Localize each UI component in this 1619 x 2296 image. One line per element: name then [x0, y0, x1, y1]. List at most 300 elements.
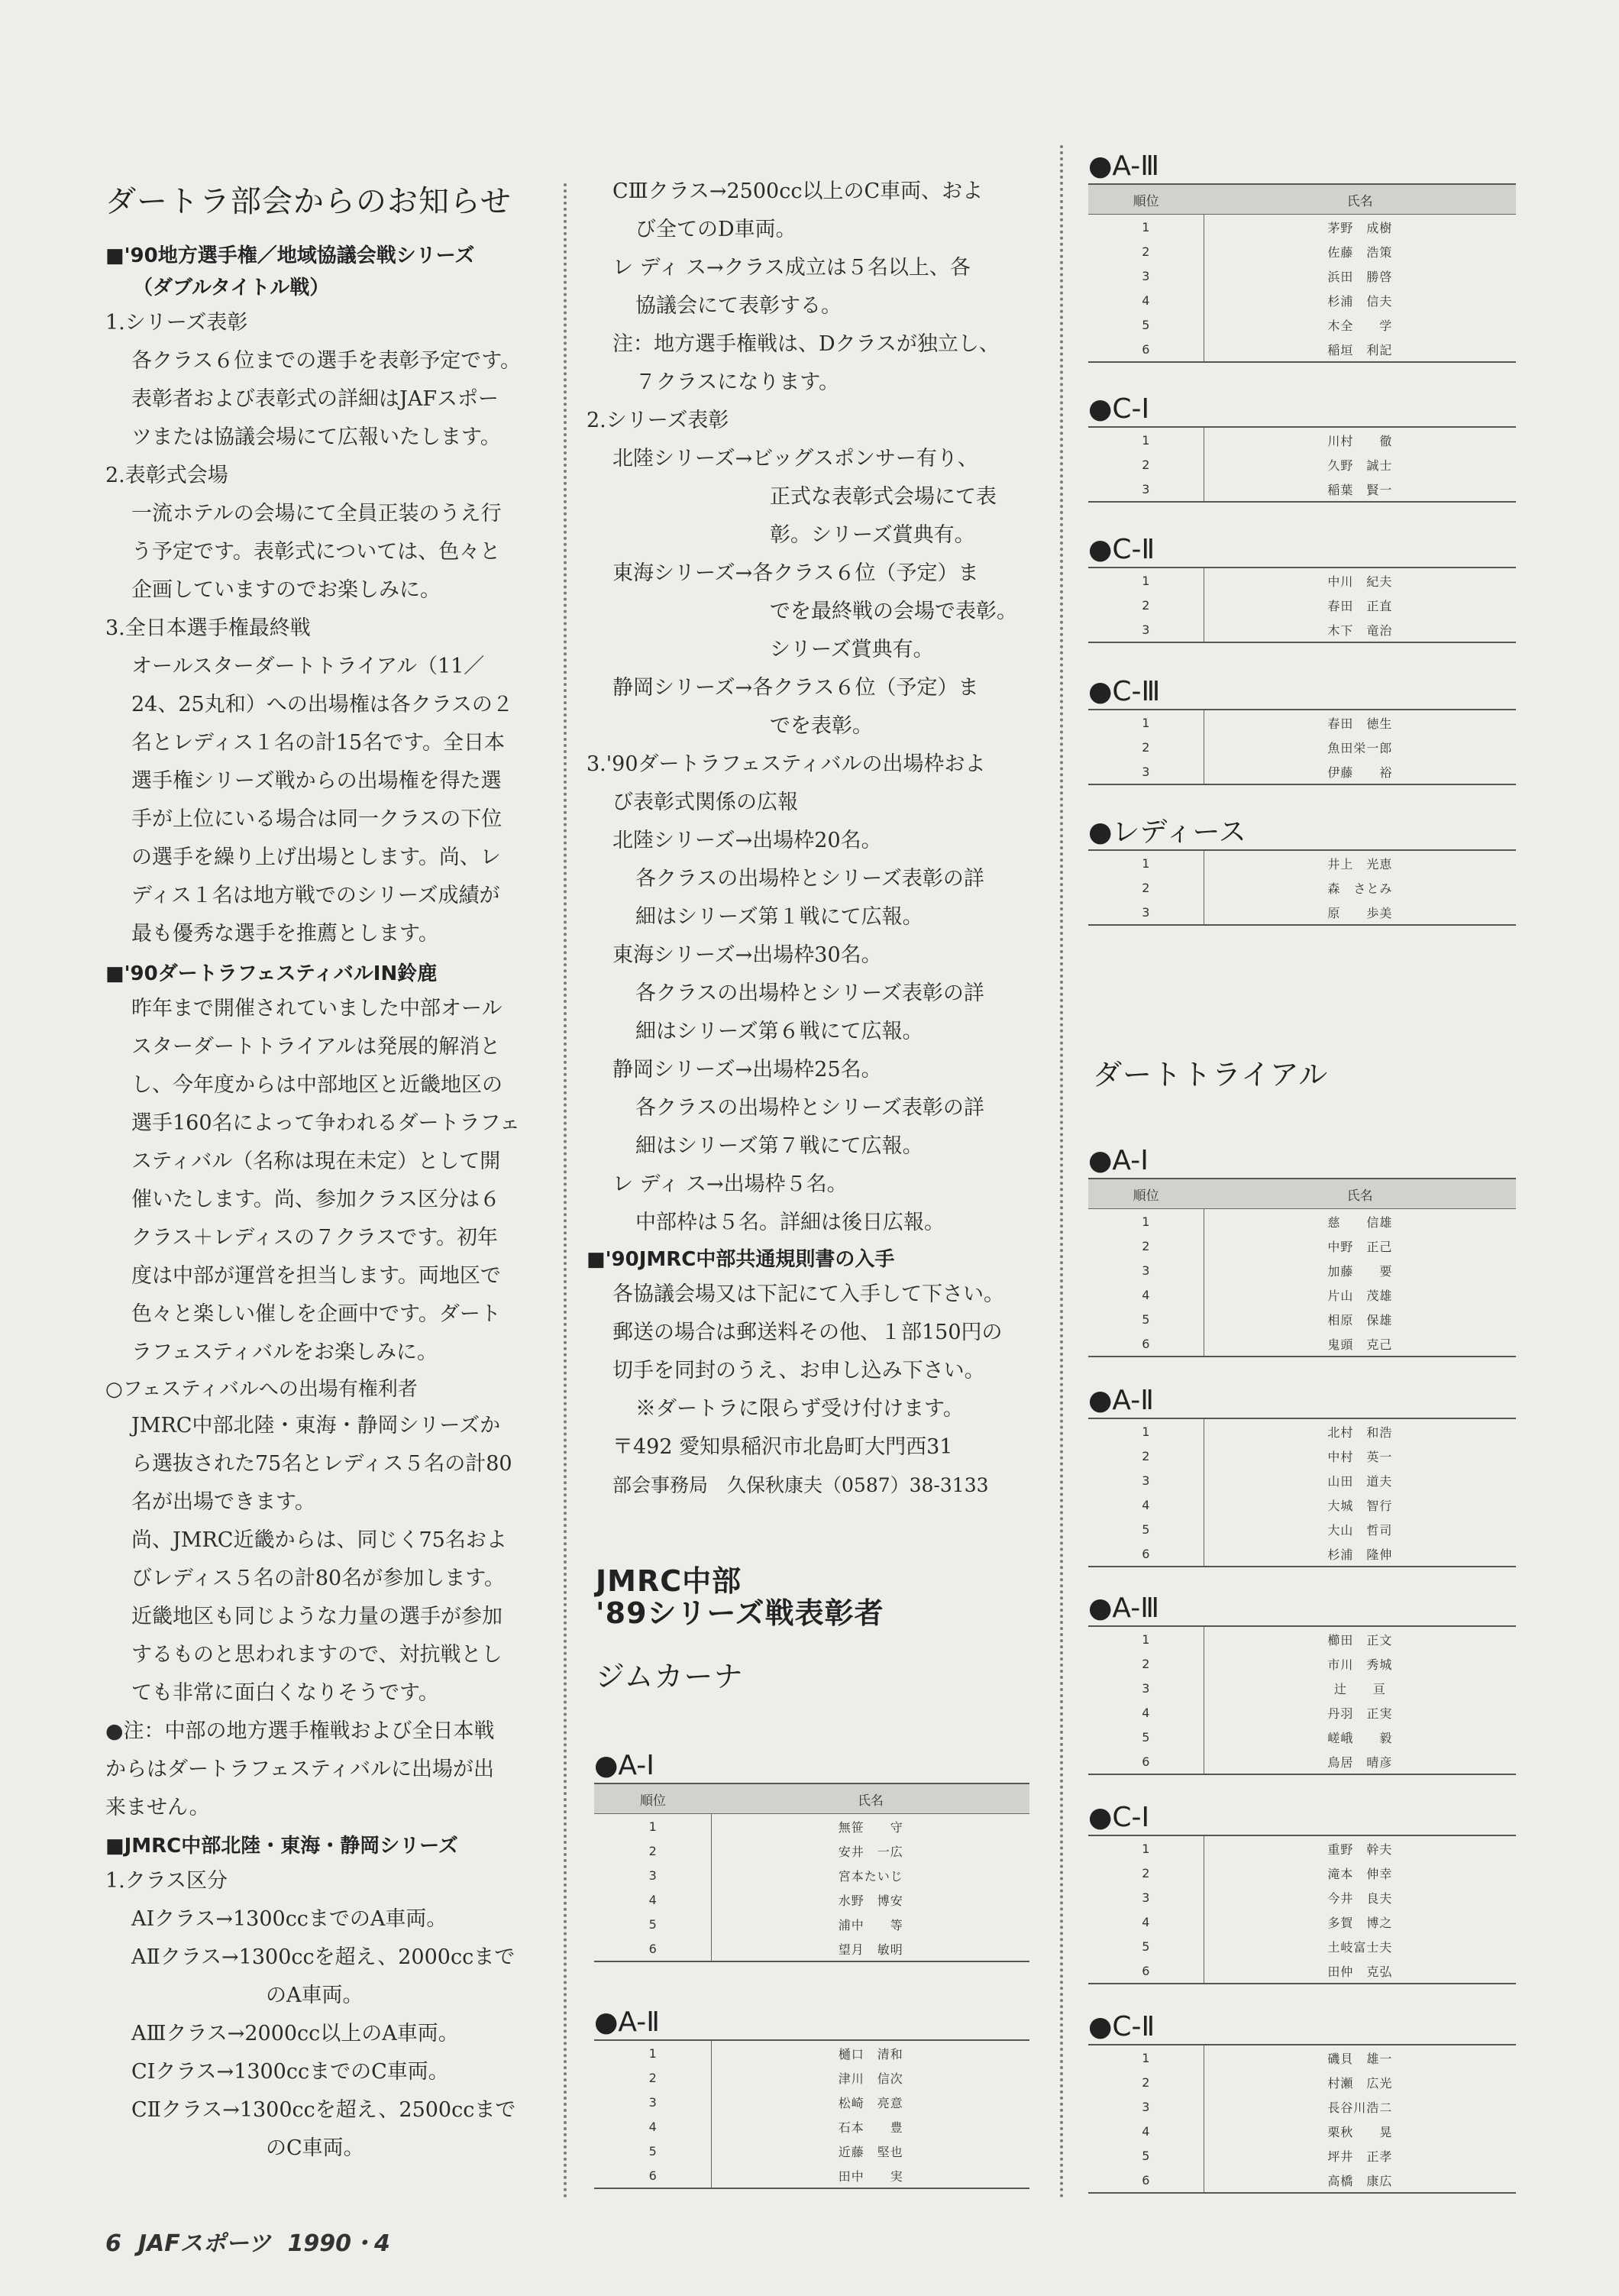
- name-cell: 滝本 伸幸: [1327, 1866, 1393, 1881]
- rank-cell: 2: [1088, 452, 1204, 477]
- class-label: ●C-Ⅰ: [1088, 1802, 1150, 1833]
- result-block-gym-c2: [1088, 533, 1516, 643]
- name-cell: 浦中 等: [838, 1917, 903, 1932]
- rank-cell: 4: [1088, 1492, 1204, 1517]
- name-cell: 中川 紀夫: [1327, 574, 1393, 589]
- table-row: [1088, 2168, 1516, 2193]
- table-row: [594, 1814, 1029, 1839]
- rank-cell: 4: [1088, 1700, 1204, 1725]
- name-cell: 片山 茂雄: [1327, 1288, 1393, 1303]
- class-label: ●A-Ⅱ: [1088, 1385, 1154, 1416]
- rank-cell: 5: [1088, 1725, 1204, 1749]
- result-table: [1088, 709, 1516, 785]
- name-cell: 村瀬 広光: [1327, 2075, 1393, 2091]
- name-cell: 土岐富士夫: [1327, 1939, 1393, 1955]
- heading-festival: ■'90ダートラフェスティバルIN鈴鹿: [105, 962, 438, 985]
- table-row: [1088, 1700, 1516, 1725]
- paragraph-line: の選手を繰り上げ出場とします。尚、レ: [131, 846, 501, 869]
- paragraph-line: 各クラス６位までの選手を表彰予定です。: [131, 349, 522, 373]
- name-cell: 伊藤 裕: [1327, 765, 1393, 780]
- result-table: [594, 1783, 1029, 1962]
- dirt-trial-heading: ダートトライアル: [1093, 1058, 1329, 1091]
- rank-cell: 2: [1088, 1861, 1204, 1885]
- section-title: ダートラ部会からのお知らせ: [105, 184, 512, 219]
- name-cell: 森 さとみ: [1327, 881, 1393, 896]
- table-row: [1088, 477, 1516, 502]
- column-divider: [564, 183, 567, 2200]
- name-cell: 北村 和浩: [1327, 1424, 1393, 1440]
- table-row: [594, 1887, 1029, 1912]
- rank-cell: 1: [1088, 568, 1204, 593]
- table-row: [1088, 735, 1516, 759]
- paragraph-line: 正式な表彰式会場にて表: [770, 485, 997, 509]
- name-cell: 栗秋 晃: [1327, 2124, 1393, 2139]
- rank-cell: 1: [1088, 215, 1204, 240]
- table-row: [1088, 452, 1516, 477]
- paragraph-line: 手が上位にいる場合は同一クラスの下位: [131, 807, 503, 831]
- name-cell: 鳥居 晴彦: [1327, 1754, 1393, 1770]
- name-cell: 長谷川浩二: [1327, 2100, 1393, 2115]
- name-cell: 津川 信次: [838, 2071, 903, 2086]
- result-block-gym-c3: [1088, 675, 1516, 785]
- table-row: [594, 2163, 1029, 2188]
- paragraph-line: 名が出場できます。: [131, 1490, 315, 1514]
- table-row: [1088, 1282, 1516, 1307]
- name-cell: 安井 一広: [838, 1844, 903, 1859]
- paragraph-line: 昨年まで開催されていました中部オール: [131, 997, 503, 1020]
- paragraph-line: AⅠクラス→1300ccまでのA車両。: [131, 1907, 448, 1931]
- name-cell: 市川 秀城: [1327, 1657, 1393, 1672]
- table-row: [1088, 1958, 1516, 1984]
- table-row: [1088, 1492, 1516, 1517]
- name-cell: 樋口 清和: [838, 2046, 903, 2062]
- rank-cell: 3: [594, 1863, 712, 1887]
- paragraph-line: 静岡シリーズ→出場枠25名。: [612, 1058, 882, 1082]
- rank-cell: 6: [1088, 1749, 1204, 1774]
- result-block-gym-a1: [594, 1749, 1029, 1962]
- name-cell: 鬼頭 克己: [1327, 1337, 1393, 1352]
- rank-cell: 6: [1088, 1958, 1204, 1984]
- paragraph-line: し、今年度からは中部地区と近畿地区の: [131, 1073, 503, 1097]
- name-cell: 宮本たいじ: [838, 1868, 903, 1884]
- table-row: [1088, 900, 1516, 925]
- name-cell: 川村 徹: [1327, 433, 1393, 448]
- table-row: [1088, 1307, 1516, 1331]
- paragraph-line: 静岡シリーズ→各クラス６位（予定）ま: [612, 676, 979, 700]
- result-block-dt-a2: [1088, 1384, 1516, 1567]
- table-row: [1088, 1934, 1516, 1958]
- rank-cell: 4: [594, 2114, 712, 2139]
- paragraph-line: 協議会にて表彰する。: [635, 294, 842, 318]
- result-table: [1088, 1625, 1516, 1775]
- rank-cell: 4: [1088, 2119, 1204, 2143]
- paragraph-line: レ ディ ス→クラス成立は５名以上、各: [612, 256, 971, 280]
- name-cell: 稲垣 利記: [1327, 342, 1393, 357]
- rank-cell: 2: [1088, 239, 1204, 264]
- paragraph-line: 各協議会場又は下記にて入手して下さい。: [612, 1282, 1004, 1306]
- paragraph-line: CⅡクラス→1300ccを超え、2500ccまで: [131, 2098, 516, 2122]
- paragraph-line: 色々と楽しい催しを企画中です。ダート: [131, 1302, 501, 1326]
- table-row: [594, 1936, 1029, 1961]
- magazine-name: JAFスポーツ: [137, 2230, 271, 2257]
- table-row: [1088, 2045, 1516, 2070]
- rank-cell: 5: [1088, 312, 1204, 337]
- rank-cell: 3: [1088, 1468, 1204, 1492]
- name-cell: 磯貝 雄一: [1327, 2051, 1393, 2066]
- paragraph-line: 2.シリーズ表彰: [587, 409, 729, 432]
- paragraph-line: 表彰者および表彰式の詳細はJAFスポー: [131, 387, 499, 411]
- table-row: [1088, 427, 1516, 452]
- rank-cell: 5: [1088, 1517, 1204, 1541]
- name-cell: 重野 幹夫: [1327, 1842, 1393, 1857]
- address-line: 〒492 愛知県稲沢市北島町大門西31: [612, 1435, 953, 1459]
- heading-series-sub: （ダブルタイトル戦）: [133, 276, 330, 299]
- class-label: ●レディース: [1088, 817, 1246, 848]
- table-row: [1088, 759, 1516, 784]
- paragraph-line: 細はシリーズ第１戦にて広報。: [635, 905, 923, 929]
- rank-cell: 2: [1088, 593, 1204, 617]
- table-row: [1088, 593, 1516, 617]
- paragraph-line: シリーズ賞典有。: [770, 638, 934, 661]
- result-table: [1088, 1418, 1516, 1567]
- rank-cell: 3: [1088, 1885, 1204, 1910]
- result-table: [1088, 567, 1516, 643]
- paragraph-line: 選手権シリーズ戦からの出場権を得た選: [131, 769, 502, 793]
- rank-cell: 3: [1088, 2094, 1204, 2119]
- award-subtitle: '89シリーズ戦表彰者: [596, 1596, 884, 1630]
- paragraph-line: 北陸シリーズ→ビッグスポンサー有り、: [612, 447, 978, 471]
- paragraph-line: スティバル（名称は現在未定）として開: [131, 1150, 501, 1173]
- subheading-eligibility: ○フェスティバルへの出場有権利者: [105, 1378, 418, 1401]
- rank-cell: 2: [594, 2065, 712, 2090]
- rank-cell: 6: [1088, 2168, 1204, 2193]
- paragraph-line: 1.クラス区分: [105, 1869, 228, 1893]
- rank-cell: 2: [1088, 1234, 1204, 1258]
- paragraph-line: 尚、JMRC近畿からは、同じく75名およ: [131, 1528, 507, 1552]
- result-table: [1088, 849, 1516, 926]
- result-table: [1088, 1835, 1516, 1984]
- table-row: [1088, 1541, 1516, 1567]
- table-row: [1088, 875, 1516, 900]
- paragraph-line: 名とレディス１名の計15名です。全日本: [131, 731, 506, 755]
- paragraph-line: 来ません。: [105, 1796, 210, 1819]
- name-cell: 今井 良夫: [1327, 1890, 1393, 1906]
- table-row: [1088, 1258, 1516, 1282]
- result-table: [1088, 183, 1516, 363]
- rank-cell: 2: [1088, 1444, 1204, 1468]
- paragraph-line: 中部枠は５名。詳細は後日広報。: [635, 1211, 945, 1234]
- result-block-gym-c1: [1088, 393, 1516, 503]
- name-cell: 坪井 正孝: [1327, 2149, 1393, 2164]
- paragraph-line: 催いたします。尚、参加クラス区分は６: [131, 1188, 501, 1211]
- name-cell: 石本 豊: [838, 2120, 903, 2135]
- name-cell: 多賀 博之: [1327, 1915, 1393, 1930]
- rank-cell: 6: [594, 2163, 712, 2188]
- paragraph-line: 24、25丸和）への出場権は各クラスの２: [131, 693, 513, 716]
- name-cell: 松崎 亮意: [838, 2095, 903, 2110]
- rank-cell: 3: [1088, 477, 1204, 502]
- paragraph-line: 細はシリーズ第７戦にて広報。: [635, 1134, 923, 1158]
- rank-cell: 4: [1088, 1910, 1204, 1934]
- name-cell: 加藤 要: [1327, 1263, 1393, 1279]
- paragraph-line: び全てのD車両。: [635, 218, 797, 241]
- table-row: [1088, 288, 1516, 312]
- name-cell: 木全 学: [1327, 318, 1393, 333]
- paragraph-line: ツまたは協議会場にて広報いたします。: [131, 425, 501, 449]
- paragraph-line: のC車両。: [266, 2136, 364, 2160]
- table-row: [1088, 1910, 1516, 1934]
- rank-cell: 4: [594, 1887, 712, 1912]
- name-cell: 大城 智行: [1327, 1498, 1393, 1513]
- paragraph-line: 各クラスの出場枠とシリーズ表彰の詳: [635, 867, 984, 891]
- paragraph-line: 彰。シリーズ賞典有。: [770, 523, 975, 547]
- rank-cell: 1: [1088, 1418, 1204, 1444]
- table-row: [1088, 1444, 1516, 1468]
- name-cell: 山田 道夫: [1327, 1473, 1393, 1489]
- paragraph-line: 細はシリーズ第６戦にて広報。: [635, 1020, 923, 1043]
- rank-cell: 5: [594, 2139, 712, 2163]
- class-label: ●C-Ⅱ: [1088, 2011, 1155, 2042]
- rank-cell: 2: [1088, 735, 1204, 759]
- table-row: [1088, 2094, 1516, 2119]
- paragraph-line: AⅢクラス→2000cc以上のA車両。: [131, 2022, 459, 2045]
- table-row: [1088, 312, 1516, 337]
- name-header: 氏名: [1204, 184, 1516, 215]
- rank-cell: 1: [1088, 1835, 1204, 1861]
- name-cell: 辻 亘: [1333, 1681, 1386, 1696]
- page-number: 6: [105, 2230, 121, 2257]
- contact-line: 部会事務局 久保秋康夫（0587）38-3133: [612, 1474, 989, 1496]
- rank-cell: 5: [1088, 1934, 1204, 1958]
- paragraph-line: 最も優秀な選手を推薦とします。: [131, 922, 439, 946]
- paragraph-line: 各クラスの出場枠とシリーズ表彰の詳: [635, 981, 984, 1005]
- name-cell: 井上 光恵: [1327, 856, 1393, 872]
- table-row: [1088, 337, 1516, 362]
- class-label: ●C-Ⅲ: [1088, 676, 1161, 707]
- table-row: [1088, 850, 1516, 875]
- name-cell: 春田 正直: [1327, 598, 1393, 613]
- paragraph-line: スターダートトライアルは発展的解消と: [131, 1035, 501, 1059]
- table-row: [1088, 1861, 1516, 1885]
- name-cell: 杉浦 隆伸: [1327, 1547, 1393, 1562]
- class-label: ●A-Ⅲ: [1088, 150, 1160, 182]
- page-footer: [105, 2224, 407, 2258]
- name-cell: 中野 正己: [1327, 1239, 1393, 1254]
- heading-rulebook: ■'90JMRC中部共通規則書の入手: [587, 1248, 895, 1271]
- result-table: [1088, 1178, 1516, 1357]
- name-header: 氏名: [712, 1783, 1029, 1814]
- name-cell: 慈 信雄: [1327, 1214, 1393, 1230]
- table-row: [1088, 2119, 1516, 2143]
- rank-cell: 1: [1088, 850, 1204, 875]
- table-row: [1088, 1885, 1516, 1910]
- table-row: [1088, 1418, 1516, 1444]
- rank-cell: 5: [594, 1912, 712, 1936]
- paragraph-line: 東海シリーズ→出場枠30名。: [612, 943, 882, 967]
- paragraph-line: 選手160名によって争われるダートラフェ: [131, 1111, 521, 1135]
- name-cell: 近藤 堅也: [838, 2144, 903, 2159]
- paragraph-line: ても非常に面白くなりそうです。: [131, 1681, 439, 1705]
- table-row: [594, 2114, 1029, 2139]
- paragraph-line: ７クラスになります。: [635, 370, 840, 394]
- paragraph-line: 近畿地区も同じような力量の選手が参加: [131, 1605, 503, 1628]
- paragraph-line: のA車両。: [266, 1984, 364, 2007]
- paragraph-line: するものと思われますので、対抗戦とし: [131, 1643, 503, 1667]
- table-row: [594, 2090, 1029, 2114]
- name-cell: 春田 徳生: [1327, 716, 1393, 731]
- name-cell: 高橋 康広: [1327, 2173, 1393, 2188]
- table-row: [594, 1912, 1029, 1936]
- rank-cell: 1: [1088, 1626, 1204, 1651]
- class-label: ●A-Ⅰ: [1088, 1145, 1149, 1176]
- rank-cell: 5: [1088, 2143, 1204, 2168]
- paragraph-line: CⅢクラス→2500cc以上のC車両、およ: [612, 179, 984, 203]
- table-row: [1088, 1725, 1516, 1749]
- result-block-gym-ladies: [1088, 816, 1516, 926]
- table-row: [1088, 617, 1516, 642]
- table-row: [594, 2040, 1029, 2065]
- paragraph-line: 北陸シリーズ→出場枠20名。: [612, 829, 882, 852]
- paragraph-line: クラス＋レディスの７クラスです。初年: [131, 1226, 499, 1250]
- paragraph-line: ラフェスティバルをお楽しみに。: [131, 1340, 438, 1364]
- rank-cell: 1: [1088, 2045, 1204, 2070]
- name-cell: 魚田栄一郎: [1327, 740, 1393, 755]
- rank-header: 順位: [594, 1783, 712, 1814]
- paragraph-line: う予定です。表彰式については、色々と: [131, 540, 501, 564]
- table-row: [594, 1838, 1029, 1863]
- paragraph-line: 郵送の場合は郵送料その他、１部150円の: [612, 1321, 1003, 1344]
- heading-class-division: ■JMRC中部北陸・東海・静岡シリーズ: [105, 1835, 458, 1858]
- rank-cell: 2: [594, 1838, 712, 1863]
- class-label: ●A-Ⅱ: [594, 2007, 660, 2038]
- rank-header: 順位: [1088, 1179, 1204, 1209]
- name-cell: 大山 哲司: [1327, 1522, 1393, 1538]
- table-row: [594, 1863, 1029, 1887]
- issue-date: 1990・4: [287, 2230, 390, 2257]
- name-cell: 木下 竜治: [1327, 623, 1393, 638]
- name-cell: 田仲 克弘: [1327, 1964, 1393, 1979]
- table-row: [1088, 1651, 1516, 1676]
- paragraph-line: 2.表彰式会場: [105, 464, 228, 487]
- name-cell: 杉浦 信夫: [1327, 293, 1393, 309]
- rank-cell: 2: [1088, 2070, 1204, 2094]
- result-table: [1088, 426, 1516, 503]
- name-cell: 丹羽 正実: [1327, 1706, 1393, 1721]
- table-row: [1088, 215, 1516, 240]
- class-label: ●A-Ⅲ: [1088, 1593, 1160, 1624]
- table-row: [1088, 264, 1516, 288]
- paragraph-line: 注：地方選手権戦は、Dクラスが独立し、: [612, 332, 1000, 356]
- rank-cell: 1: [594, 1814, 712, 1839]
- result-block-dt-c2: [1088, 2010, 1516, 2194]
- rank-cell: 6: [1088, 1331, 1204, 1357]
- name-cell: 無笹 守: [838, 1819, 903, 1835]
- result-block-gym-a3: [1088, 150, 1516, 363]
- rank-cell: 3: [1088, 617, 1204, 642]
- name-cell: 水野 博安: [838, 1893, 903, 1908]
- rank-cell: 1: [1088, 427, 1204, 452]
- column-divider: [1060, 145, 1063, 2200]
- table-row: [1088, 568, 1516, 593]
- paragraph-line: 3.全日本選手権最終戦: [105, 616, 311, 640]
- paragraph-line: ※ダートラに限らず受け付けます。: [635, 1397, 964, 1421]
- name-header: 氏名: [1204, 1179, 1516, 1209]
- rank-cell: 3: [1088, 1258, 1204, 1282]
- class-label: ●C-Ⅰ: [1088, 393, 1150, 425]
- name-cell: 櫛田 正文: [1327, 1632, 1393, 1648]
- table-row: [1088, 1468, 1516, 1492]
- rank-cell: 4: [1088, 288, 1204, 312]
- rank-cell: 1: [594, 2040, 712, 2065]
- name-cell: 浜田 勝啓: [1327, 269, 1393, 284]
- table-row: [1088, 1749, 1516, 1774]
- name-cell: 田中 実: [838, 2168, 903, 2184]
- result-block-dt-a1: [1088, 1144, 1516, 1357]
- table-row: [1088, 710, 1516, 735]
- name-cell: 嵯峨 毅: [1327, 1730, 1393, 1745]
- award-title: JMRC中部: [596, 1564, 742, 1598]
- heading-series: ■'90地方選手権／地域協議会戦シリーズ: [105, 244, 475, 267]
- rank-cell: 3: [1088, 1676, 1204, 1700]
- rank-cell: 6: [1088, 337, 1204, 362]
- paragraph-line: びレディス５名の計80名が参加します。: [131, 1567, 506, 1590]
- paragraph-line: CⅠクラス→1300ccまでのC車両。: [131, 2060, 449, 2084]
- paragraph-line: 各クラスの出場枠とシリーズ表彰の詳: [635, 1096, 984, 1120]
- rank-cell: 4: [1088, 1282, 1204, 1307]
- paragraph-line: 企画していますのでお楽しみに。: [131, 578, 441, 602]
- table-row: [1088, 1331, 1516, 1357]
- paragraph-line: JMRC中部北陸・東海・静岡シリーズか: [131, 1414, 501, 1437]
- table-row: [1088, 1626, 1516, 1651]
- result-block-gym-a2: [594, 2006, 1029, 2189]
- paragraph-line: からはダートラフェスティバルに出場が出: [105, 1758, 494, 1781]
- class-label: ●A-Ⅰ: [594, 1750, 654, 1781]
- rank-cell: 3: [1088, 264, 1204, 288]
- rank-cell: 6: [594, 1936, 712, 1961]
- table-row: [1088, 1209, 1516, 1234]
- rank-cell: 3: [1088, 900, 1204, 925]
- paragraph-line: ●注：中部の地方選手権戦および全日本戦: [105, 1719, 495, 1743]
- paragraph-line: オールスターダートトライアル（11／: [131, 655, 485, 678]
- table-row: [1088, 1234, 1516, 1258]
- name-cell: 中村 英一: [1327, 1449, 1393, 1464]
- table-row: [1088, 1676, 1516, 1700]
- class-label: ●C-Ⅱ: [1088, 534, 1155, 565]
- table-row: [594, 2065, 1029, 2090]
- name-cell: 久野 誠士: [1327, 458, 1393, 473]
- name-cell: 望月 敏明: [838, 1942, 903, 1957]
- table-row: [1088, 2143, 1516, 2168]
- paragraph-line: ディス１名は地方戦でのシリーズ成績が: [131, 884, 500, 907]
- rank-cell: 2: [1088, 1651, 1204, 1676]
- paragraph-line: 3.'90ダートラフェスティバルの出場枠およ: [587, 752, 986, 776]
- name-cell: 稲葉 賢一: [1327, 482, 1393, 497]
- result-block-dt-c1: [1088, 1801, 1516, 1984]
- paragraph-line: 1.シリーズ表彰: [105, 311, 248, 335]
- name-cell: 原 歩美: [1327, 905, 1393, 920]
- table-row: [1088, 1835, 1516, 1861]
- paragraph-line: ら選抜された75名とレディス５名の計80: [131, 1452, 512, 1476]
- rank-cell: 1: [1088, 1209, 1204, 1234]
- paragraph-line: でを表彰。: [770, 714, 873, 738]
- rank-header: 順位: [1088, 184, 1204, 215]
- result-table: [1088, 2044, 1516, 2194]
- paragraph-line: 度は中部が運営を担当します。両地区で: [131, 1264, 501, 1288]
- rank-cell: 1: [1088, 710, 1204, 735]
- paragraph-line: レ ディ ス→出場枠５名。: [612, 1172, 848, 1196]
- rank-cell: 3: [1088, 759, 1204, 784]
- name-cell: 茅野 成樹: [1327, 220, 1393, 235]
